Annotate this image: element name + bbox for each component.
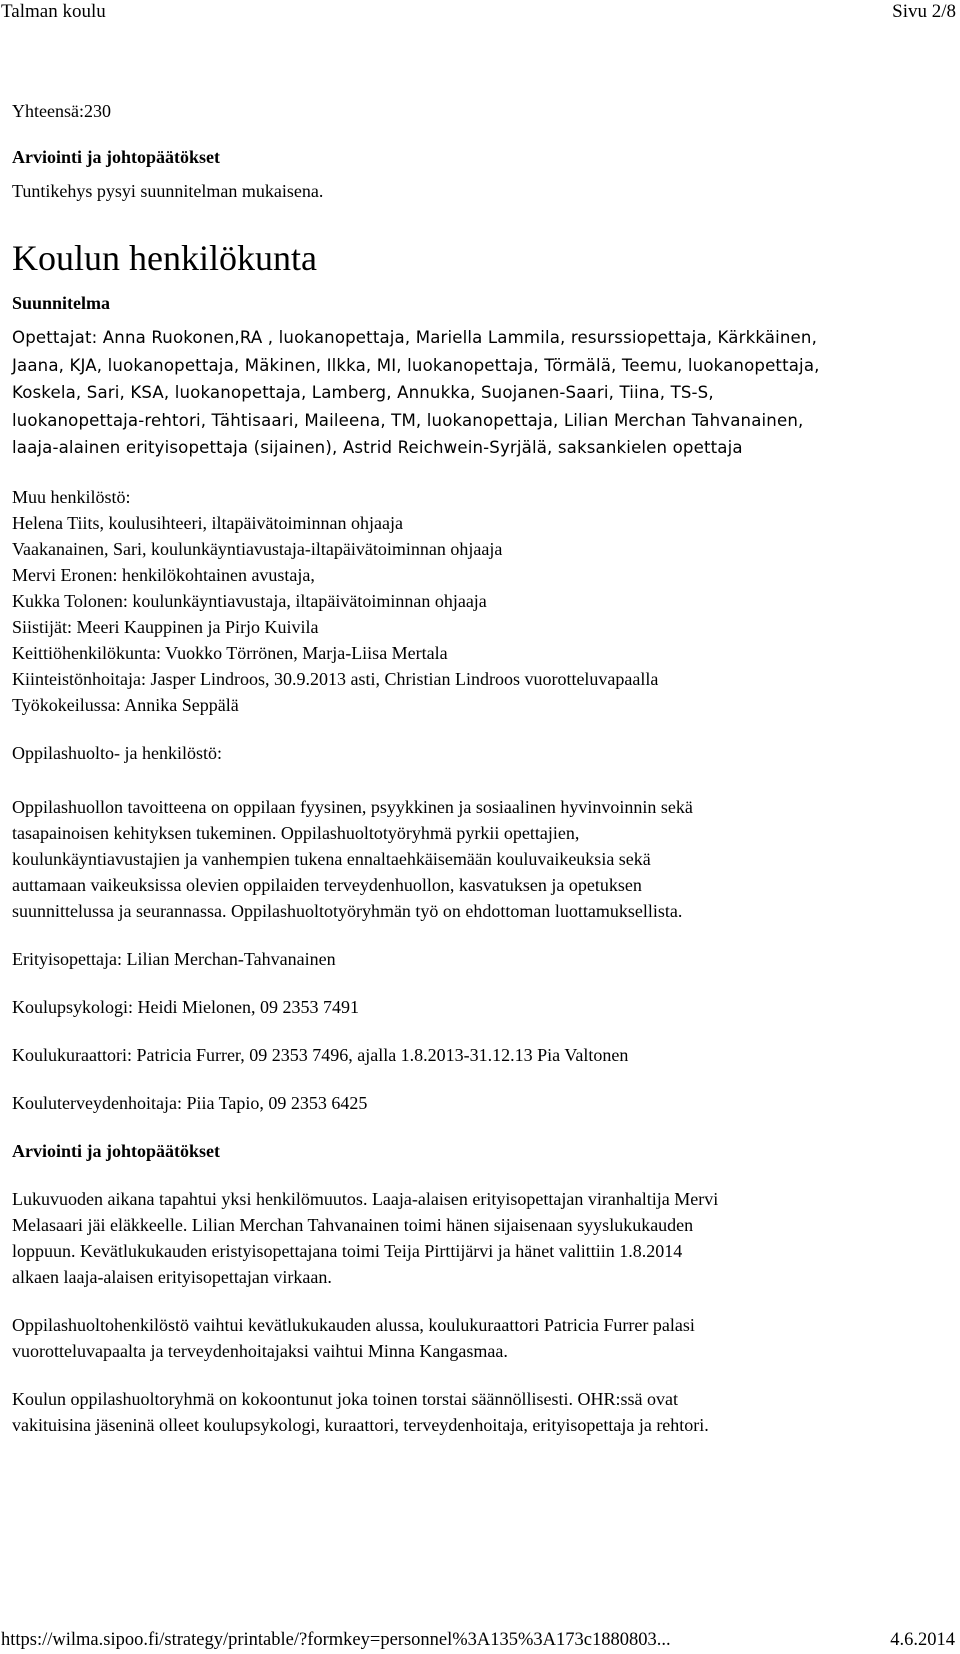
- other-staff-label: Muu henkilöstö:: [12, 486, 131, 507]
- list-item: Kiinteistönhoitaja: Jasper Lindroos, 30.9.2013 asti, Christian Lindroos vuorotteluvapaalla: [12, 668, 659, 689]
- document-title: Talman koulu: [1, 1, 106, 22]
- list-item: Työkokeilussa: Annika Seppälä: [12, 694, 239, 715]
- page-header: [0, 0, 960, 30]
- text-line: vakituisina jäseninä olleet koulupsykologi, kuraattori, terveydenhoitaja, erityisopettaja ja rehtori.: [12, 1414, 709, 1435]
- page-number: Sivu 2/8: [892, 1, 956, 22]
- text-line: tasapainoisen kehityksen tukeminen. Oppilashuoltotyöryhmä pyrkii opettajien,: [12, 822, 580, 843]
- total-hours: Yhteensä:230: [12, 101, 111, 121]
- text-line: Koskela, Sari, KSA, luokanopettaja, Lamberg, Annukka, Suojanen-Saari, Tiina, TS-S,: [12, 383, 714, 402]
- text-line: koulunkäyntiavustajien ja vanhempien tukena ennaltaehkäisemään kouluvaikeuksia sekä: [12, 848, 651, 869]
- text-line: suunnittelussa ja seurannassa. Oppilashuoltotyöryhmän työ on ehdottoman luottamuksellista.: [12, 900, 683, 921]
- source-url: https://wilma.sipoo.fi/strategy/printable/?formkey=personnel%3A135%3A173c1880803...: [1, 1630, 671, 1650]
- text-line: laaja-alainen erityisopettaja (sijainen), Astrid Reichwein-Syrjälä, saksankielen opettaja: [12, 438, 743, 457]
- list-item: Helena Tiits, koulusihteeri, iltapäivätoiminnan ohjaaja: [12, 512, 403, 533]
- text-line: Opettajat: Anna Ruokonen,RA , luokanopettaja, Mariella Lammila, resurssiopettaja, Kärkkäinen,: [12, 328, 818, 347]
- evaluation-heading-2: Arviointi ja johtopäätökset: [12, 1140, 220, 1161]
- plan-heading: Suunnitelma: [12, 293, 111, 313]
- list-item: Kukka Tolonen: koulunkäyntiavustaja, iltapäivätoiminnan ohjaaja: [12, 590, 487, 611]
- special-teacher: Erityisopettaja: Lilian Merchan-Tahvanainen: [12, 948, 336, 969]
- evaluation-paragraph-3: [12, 1386, 947, 1438]
- student-welfare-label: Oppilashuolto- ja henkilöstö:: [12, 742, 222, 763]
- section-title: Koulun henkilökunta: [12, 238, 317, 278]
- text-line: Melasaari jäi eläkkeelle. Lilian Merchan Tahvanainen toimi hänen sijaisenaan syyslukukauden: [12, 1214, 694, 1235]
- evaluation-heading: Arviointi ja johtopäätökset: [12, 147, 220, 167]
- text-line: Koulun oppilashuoltoryhmä on kokoontunut joka toinen torstai säännöllisesti. OHR:ssä ovat: [12, 1388, 678, 1409]
- evaluation-text: Tuntikehys pysyi suunnitelman mukaisena.: [12, 181, 324, 201]
- list-item: Keittiöhenkilökunta: Vuokko Törrönen, Marja-Liisa Mertala: [12, 642, 448, 663]
- list-item: Siistijät: Meeri Kauppinen ja Pirjo Kuivila: [12, 616, 319, 637]
- print-date: 4.6.2014: [890, 1630, 955, 1650]
- text-line: Lukuvuoden aikana tapahtui yksi henkilömuutos. Laaja-alaisen erityisopettajan viranhaltija Mervi: [12, 1188, 719, 1209]
- school-nurse: Kouluterveydenhoitaja: Piia Tapio, 09 2353 6425: [12, 1092, 368, 1113]
- school-psychologist: Koulupsykologi: Heidi Mielonen, 09 2353 7491: [12, 996, 359, 1017]
- text-line: Jaana, KJA, luokanopettaja, Mäkinen, Ilkka, MI, luokanopettaja, Törmälä, Teemu, luokanopettaja,: [12, 355, 820, 375]
- text-line: luokanopettaja-rehtori, Tähtisaari, Maileena, TM, luokanopettaja, Lilian Merchan Tahvanainen,: [12, 410, 804, 430]
- evaluation-paragraph-2: [12, 1312, 947, 1364]
- text-line: Oppilashuoltohenkilöstö vaihtui kevätlukukauden alussa, koulukuraattori Patricia Furrer palasi: [12, 1314, 695, 1335]
- other-staff-list: [12, 484, 947, 718]
- teachers-paragraph: [12, 324, 947, 462]
- school-curator: Koulukuraattori: Patricia Furrer, 09 2353 7496, ajalla 1.8.2013-31.12.13 Pia Valtonen: [12, 1044, 629, 1065]
- list-item: Mervi Eronen: henkilökohtainen avustaja,: [12, 564, 315, 585]
- text-line: alkaen laaja-alaisen erityisopettajan virkaan.: [12, 1266, 332, 1287]
- student-welfare-paragraph: [12, 794, 947, 924]
- text-line: auttamaan vaikeuksissa olevien oppilaiden terveydenhuollon, kasvatuksen ja opetuksen: [12, 874, 642, 895]
- page-footer: [0, 1628, 960, 1654]
- evaluation-paragraph-1: [12, 1186, 947, 1290]
- list-item: Vaakanainen, Sari, koulunkäyntiavustaja-iltapäivätoiminnan ohjaaja: [12, 538, 503, 559]
- text-line: Oppilashuollon tavoitteena on oppilaan fyysinen, psyykkinen ja sosiaalinen hyvinvoinnin sekä: [12, 796, 693, 817]
- text-line: loppuun. Kevätlukukauden eristyisopettajana toimi Teija Pirttijärvi ja hänet valittiin 1.8.2014: [12, 1240, 683, 1261]
- text-line: vuorotteluvapaalta ja terveydenhoitajaksi vaihtui Minna Kangasmaa.: [12, 1340, 508, 1361]
- document-body: [12, 98, 947, 1438]
